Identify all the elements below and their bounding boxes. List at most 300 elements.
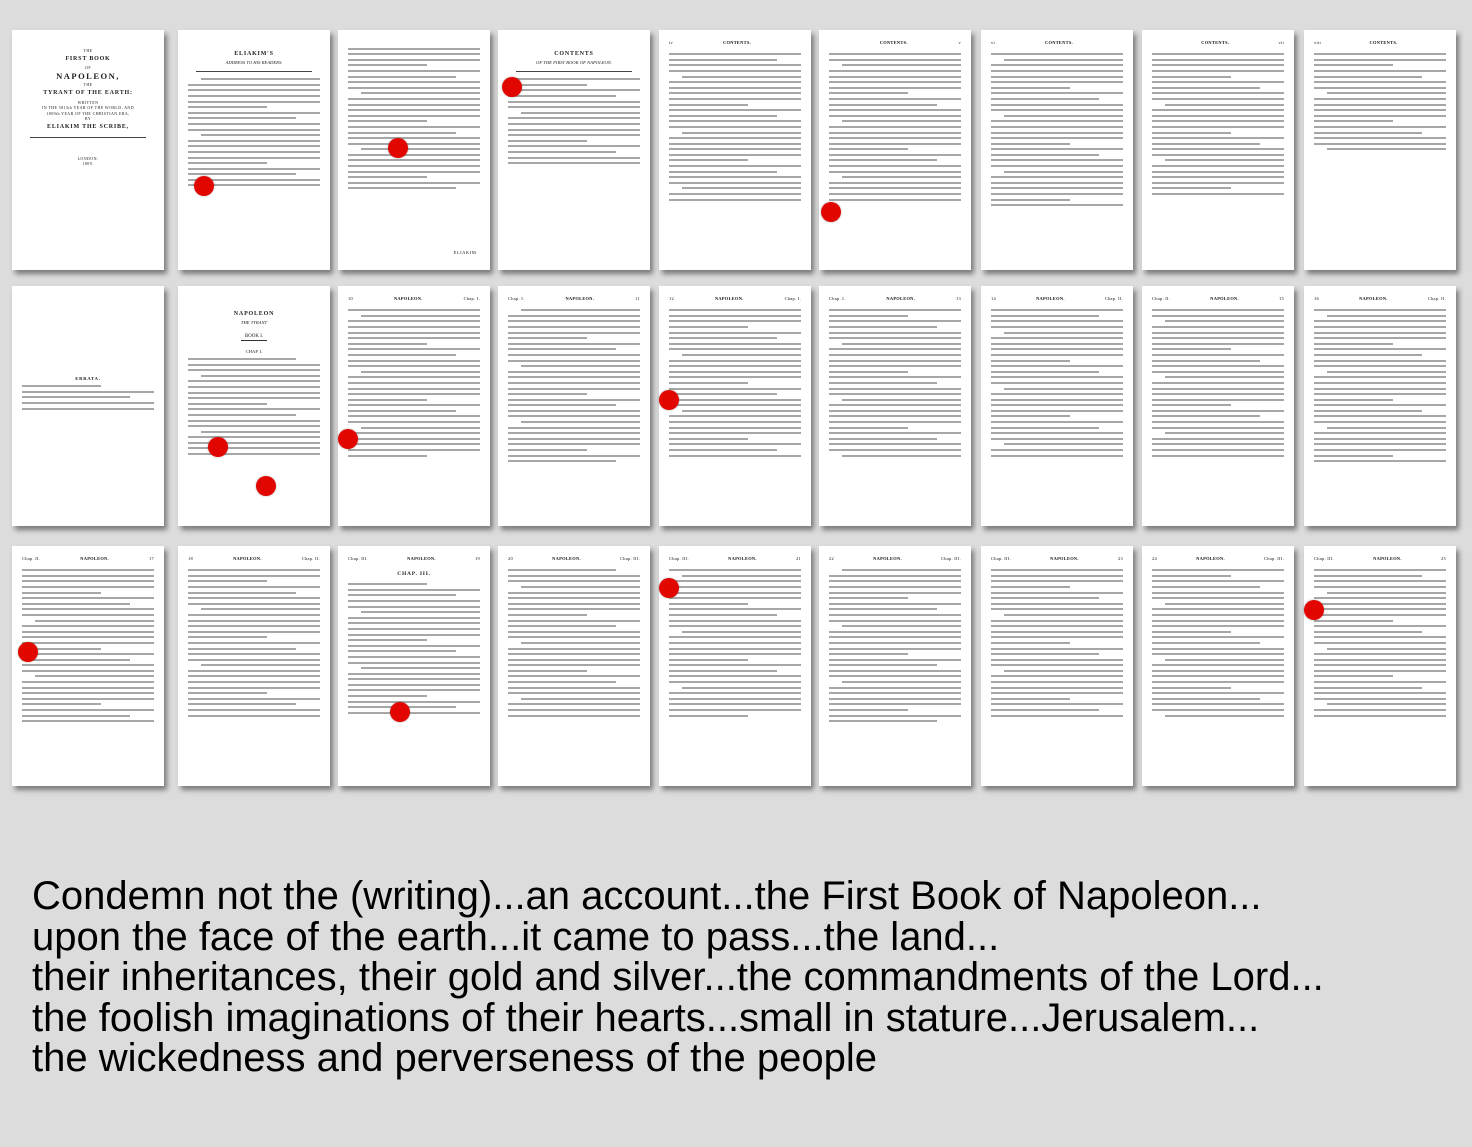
text-line [842,625,961,627]
section-heading: CONTENTS [554,51,594,57]
text-line [669,388,801,390]
text-line [991,154,1099,156]
header-right: 23 [1117,556,1123,561]
text-line [1152,126,1284,128]
caption [32,876,1324,1079]
text-line [22,408,154,410]
text-line [1314,569,1446,571]
text-line [682,575,801,577]
text-line [1314,137,1446,139]
text-line [829,315,908,317]
running-header [1304,286,1456,306]
text-line [1314,98,1446,100]
text-line [188,157,320,159]
header-left: iv [669,40,674,45]
text-line [348,87,480,89]
text-line [669,659,748,661]
header-right: Chap. II. [1427,296,1446,301]
highlight-marker [1304,600,1324,620]
text-line [829,371,908,373]
title-line: ELIAKIM THE SCRIBE, [47,123,129,130]
text-line [991,620,1123,622]
header-right: Chap. III. [620,556,640,561]
text-line [991,182,1123,184]
text-line [1314,687,1422,689]
text-line [1152,165,1284,167]
book-page [819,286,971,526]
text-line [348,628,480,630]
signature: ELIAKIM. [453,250,478,256]
text-line [991,382,1123,384]
text-line [669,404,801,406]
rule [30,137,146,138]
text-line [508,129,640,131]
text-line [991,315,1099,317]
text-line [1327,315,1446,317]
text-line [669,614,777,616]
text-line [991,326,1123,328]
text-line [361,92,480,94]
chapter-number: CHAP. I. [245,348,263,354]
text-line [188,698,320,700]
text-line [991,193,1123,195]
text-line [669,98,801,100]
text-line [348,109,480,111]
text-line [188,140,320,142]
text-line [508,348,616,350]
text-line [842,343,961,345]
text-line [829,159,937,161]
text-line [508,692,640,694]
text-line [508,614,587,616]
text-line [508,106,640,108]
text-line [829,332,961,334]
text-line [348,388,480,390]
text-line [508,343,640,345]
text-line [1152,76,1231,78]
text-line [508,460,616,462]
text-line [1327,703,1446,705]
text-line [1004,59,1123,61]
text-line [1004,332,1123,334]
text-line [188,117,296,119]
text-line [508,134,640,136]
text-line [682,132,801,134]
text-line [829,653,908,655]
text-line [1314,715,1446,717]
title-line: WRITTEN [77,99,99,105]
running-header [1304,546,1456,566]
text-line [188,636,267,638]
text-line [508,393,587,395]
running-header [981,30,1133,50]
text-line [991,104,1123,106]
header-left: Chap. I. [829,296,846,301]
text-line [1314,404,1446,406]
body-text [338,583,490,714]
text-line [1314,580,1446,582]
text-line [991,421,1123,423]
text-line [1152,410,1284,412]
text-line [1314,348,1446,350]
text-line [1314,360,1446,362]
page-grid [12,30,1464,790]
header-left: Chap. III. [348,556,368,561]
text-line [22,603,130,605]
text-line [829,670,961,672]
text-line [1152,703,1284,705]
running-header [819,546,971,566]
text-line [829,365,961,367]
text-line [348,415,480,417]
text-line [188,592,296,594]
text-line [991,376,1123,378]
text-line [1152,575,1231,577]
text-line [508,376,640,378]
text-line [1152,648,1284,650]
text-line [829,76,961,78]
body-text [1304,53,1456,150]
text-line [669,320,801,322]
text-line [508,675,640,677]
text-line [829,659,961,661]
text-line [201,608,320,610]
text-line [22,625,154,627]
header-left: Chap. III. [1314,556,1334,561]
text-line [669,53,801,55]
header-right: 19 [474,556,480,561]
text-line [1314,443,1446,445]
highlight-marker [821,202,841,222]
text-line [1314,675,1393,677]
text-line [1152,569,1284,571]
text-line [829,415,961,417]
text-line [348,662,480,664]
text-line [1152,664,1284,666]
text-line [508,388,640,390]
text-line [991,631,1123,633]
text-line [1152,681,1284,683]
text-line [508,455,640,457]
text-line [521,642,640,644]
title-line: NAPOLEON, [56,70,120,81]
text-line [188,95,320,97]
body-text [1142,569,1294,716]
text-line [1152,692,1284,694]
text-line [669,64,801,66]
running-header [338,30,490,44]
text-line [188,603,320,605]
title-line: 1809. [82,161,94,167]
text-line [1152,148,1284,150]
text-line [22,709,154,711]
text-line [361,148,480,150]
book-page [1142,546,1294,786]
text-line [1314,631,1422,633]
text-line [1152,337,1284,339]
text-line [1004,171,1123,173]
text-line [348,120,427,122]
text-line [991,603,1123,605]
text-line [188,101,320,103]
header-right: Chap. II. [301,556,320,561]
rule [196,71,312,72]
text-line [669,176,801,178]
text-line [348,673,480,675]
header-left: Chap. II. [1152,296,1171,301]
text-line [829,137,961,139]
title-line: 1809th YEAR OF THE CHRISTIAN ERA, [46,110,130,116]
text-line [829,597,908,599]
text-line [991,709,1099,711]
text-line [1314,59,1446,61]
text-line [991,625,1123,627]
text-line [669,698,801,700]
text-line [991,575,1123,577]
text-line [829,393,961,395]
text-line [991,126,1123,128]
text-line [22,636,154,638]
text-line [22,391,154,393]
text-line [991,592,1123,594]
header-right: 11 [635,296,640,301]
text-line [348,81,480,83]
text-line [669,154,801,156]
text-line [348,438,480,440]
text-line [991,348,1123,350]
text-line [348,64,427,66]
text-line [1165,603,1284,605]
text-line [188,358,296,360]
text-line [1152,670,1284,672]
errata-block [12,286,164,382]
header-right: Chap. I. [784,296,801,301]
book-page [819,546,971,786]
header-left: 18 [188,556,193,561]
text-line [1314,53,1446,55]
header-left: Chap. III. [991,556,1011,561]
text-line [1314,64,1393,66]
body-text [498,569,650,716]
body-text [338,309,490,456]
header-right: v [958,40,961,45]
header-center: CONTENTS. [1045,40,1073,45]
text-line [188,168,320,170]
text-line [829,715,961,717]
text-line [669,608,801,610]
text-line [188,625,320,627]
text-line [842,681,961,683]
header-center: NAPOLEON. [1050,556,1079,561]
text-line [348,137,480,139]
text-line [521,421,640,423]
text-line [842,176,961,178]
text-line [1152,115,1284,117]
header-center: NAPOLEON. [80,556,109,561]
header-left: vi [991,40,996,45]
text-line [188,145,320,147]
text-line [829,143,961,145]
text-line [1314,70,1446,72]
text-line [991,143,1070,145]
text-line [348,410,456,412]
text-line [1152,182,1284,184]
text-line [991,109,1123,111]
text-line [682,76,801,78]
body-text [659,309,811,456]
text-line [829,675,961,677]
text-line [1152,348,1231,350]
text-line [1314,575,1422,577]
text-line [669,692,801,694]
book-page [659,286,811,526]
text-line [829,98,961,100]
text-line [188,453,320,455]
text-line [348,421,480,423]
text-line [348,182,480,184]
text-line [508,569,616,571]
text-line [1152,586,1260,588]
section-subheading: OF THE FIRST BOOK OF NAPOLEON. [536,59,612,65]
text-line [22,608,154,610]
text-line [348,639,427,641]
text-line [1152,81,1284,83]
text-line [508,625,616,627]
text-line [669,653,801,655]
text-line [669,642,801,644]
text-line [348,309,480,311]
header-right: 15 [1279,296,1284,301]
text-line [1004,115,1123,117]
text-line [991,92,1123,94]
text-line [188,380,320,382]
text-line [201,375,320,377]
text-line [508,703,640,705]
text-line [991,81,1123,83]
text-line [22,396,130,398]
text-line [1314,76,1422,78]
text-line [1314,126,1446,128]
text-line [508,145,640,147]
header-center: CONTENTS. [1369,40,1398,45]
text-line [1314,698,1446,700]
text-line [1327,427,1446,429]
text-line [1327,371,1446,373]
body-text [1142,53,1294,195]
text-line [508,371,640,373]
text-line [682,687,801,689]
highlight-marker [390,702,410,722]
running-header [178,546,330,566]
text-line [829,427,908,429]
text-line [508,653,640,655]
running-header [498,286,650,306]
header-center: NAPOLEON. [407,556,436,561]
text-line [1314,337,1446,339]
text-line [991,455,1123,457]
header-right: vii [1278,40,1284,45]
text-line [1152,614,1284,616]
running-header [338,286,490,306]
text-line [22,720,154,722]
text-line [1152,636,1284,638]
text-line [348,712,480,714]
text-line [991,165,1123,167]
book-page [1142,286,1294,526]
header-center: NAPOLEON. [552,556,581,561]
text-line [188,414,296,416]
text-line [991,365,1123,367]
text-line [842,569,961,571]
header-center: NAPOLEON. [233,556,262,561]
text-line [348,143,480,145]
text-line [669,360,801,362]
text-line [508,603,640,605]
text-line [1152,382,1284,384]
text-line [669,87,801,89]
text-line [348,104,480,106]
text-line [188,631,320,633]
header-left: 16 [1314,296,1319,301]
text-line [508,337,587,339]
text-line [348,187,456,189]
text-line [508,315,640,317]
text-line [1152,592,1284,594]
text-line [22,715,130,717]
header-center: NAPOLEON. [873,556,902,561]
text-line [22,642,154,644]
text-line [508,648,640,650]
text-line [1165,104,1284,106]
text-line [35,675,154,677]
text-line [1327,592,1446,594]
text-line [348,326,480,328]
highlight-marker [659,390,679,410]
body-text [981,53,1133,206]
text-line [348,165,480,167]
text-line [829,382,937,384]
text-line [829,620,961,622]
highlight-marker [256,476,276,496]
text-line [22,659,130,661]
text-line [991,354,1123,356]
text-line [508,631,640,633]
header-center: NAPOLEON. [1373,556,1402,561]
text-line [829,438,937,440]
text-line [991,410,1123,412]
text-line [188,392,320,394]
text-line [829,115,961,117]
book-page [1304,286,1456,526]
text-line [188,129,320,131]
text-line [1314,388,1446,390]
header-right: 13 [956,296,961,301]
text-line [508,140,587,142]
header-right: 25 [1440,556,1446,561]
running-header [338,546,490,566]
text-line [991,360,1070,362]
text-line [829,132,961,134]
text-line [1152,388,1284,390]
text-line [829,59,961,61]
text-line [22,653,154,655]
text-line [361,611,480,613]
text-line [669,709,801,711]
text-line [1314,603,1446,605]
text-line [1152,449,1284,451]
text-line [829,631,961,633]
book-number: BOOK I. [241,334,267,341]
